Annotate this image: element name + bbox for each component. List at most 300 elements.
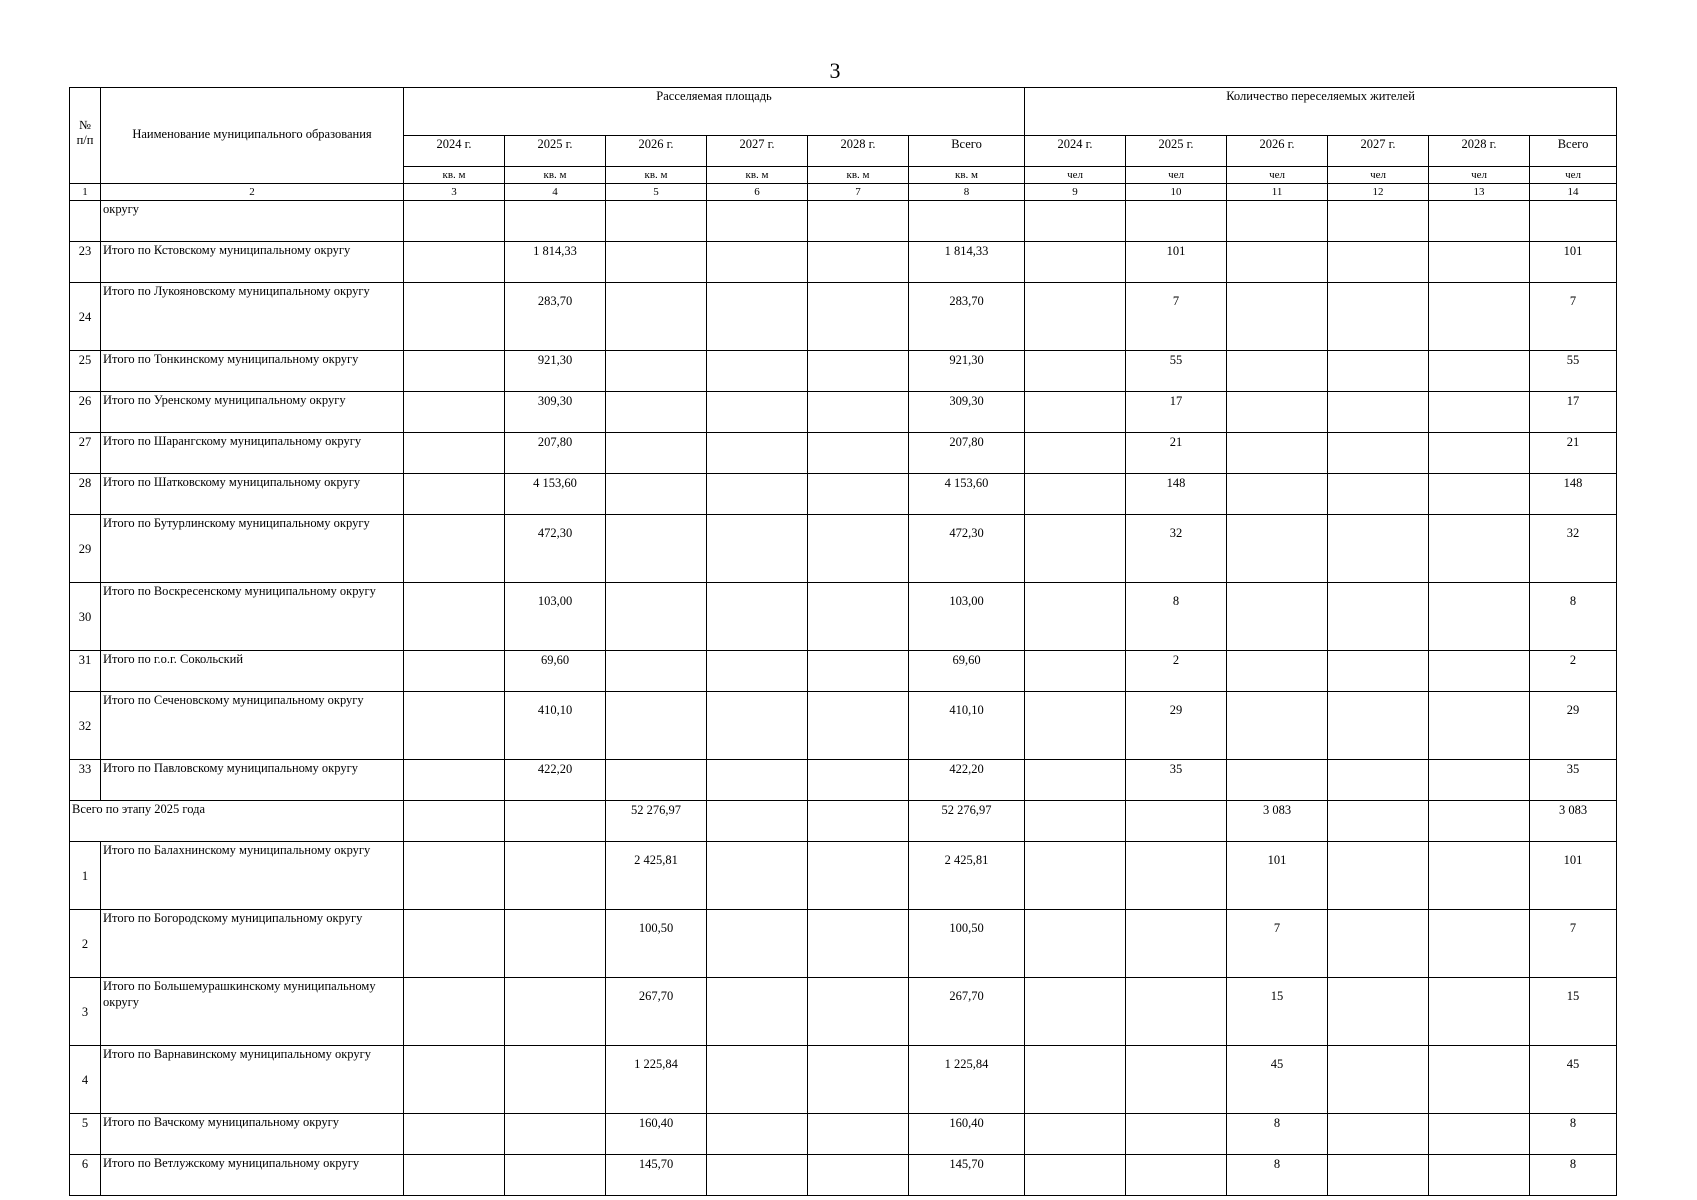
area-value-cell: [404, 283, 505, 351]
people-value-cell: 8: [1530, 583, 1617, 651]
people-value-cell: 101: [1227, 842, 1328, 910]
table-row: [70, 583, 1617, 651]
people-value-cell: [1429, 692, 1530, 760]
people-value-cell: 17: [1530, 392, 1617, 433]
area-value-cell: [606, 583, 707, 651]
header-area-unit: кв. м: [808, 167, 909, 184]
area-value-cell: 921,30: [909, 351, 1025, 392]
area-value-cell: [808, 242, 909, 283]
people-value-cell: 8: [1530, 1114, 1617, 1155]
table-row: [70, 1155, 1617, 1196]
area-value-cell: [606, 392, 707, 433]
area-value-cell: [404, 978, 505, 1046]
area-value-cell: [606, 201, 707, 242]
people-value-cell: 3 083: [1530, 801, 1617, 842]
people-value-cell: [1126, 1046, 1227, 1114]
area-value-cell: [707, 433, 808, 474]
area-value-cell: 410,10: [909, 692, 1025, 760]
people-value-cell: [1126, 842, 1227, 910]
people-value-cell: [1227, 433, 1328, 474]
people-value-cell: [1328, 651, 1429, 692]
area-value-cell: 1 225,84: [909, 1046, 1025, 1114]
header-people-total: Всего: [1530, 136, 1617, 167]
column-number: 8: [909, 184, 1025, 201]
table-row: [70, 651, 1617, 692]
area-value-cell: [606, 692, 707, 760]
area-value-cell: [404, 692, 505, 760]
column-number: 1: [70, 184, 101, 201]
header-area-unit: кв. м: [707, 167, 808, 184]
people-value-cell: [1227, 242, 1328, 283]
people-value-cell: [1126, 1155, 1227, 1196]
people-value-cell: [1126, 910, 1227, 978]
area-value-cell: 4 153,60: [505, 474, 606, 515]
area-value-cell: 309,30: [909, 392, 1025, 433]
people-value-cell: [1328, 1114, 1429, 1155]
column-number: 9: [1025, 184, 1126, 201]
people-value-cell: [1126, 978, 1227, 1046]
people-value-cell: 3 083: [1227, 801, 1328, 842]
municipality-name: Итого по Балахнинскому муниципальному округу: [101, 842, 404, 910]
row-number: 1: [70, 842, 101, 910]
people-value-cell: [1227, 583, 1328, 651]
table-row: [70, 842, 1617, 910]
area-value-cell: 1 814,33: [505, 242, 606, 283]
table-row: [70, 351, 1617, 392]
people-value-cell: [1429, 801, 1530, 842]
area-value-cell: [707, 978, 808, 1046]
area-value-cell: 2 425,81: [606, 842, 707, 910]
row-number: 24: [70, 283, 101, 351]
area-value-cell: [707, 801, 808, 842]
people-value-cell: [1025, 351, 1126, 392]
people-value-cell: [1328, 201, 1429, 242]
header-area-year: 2027 г.: [707, 136, 808, 167]
table-row: [70, 760, 1617, 801]
people-value-cell: 35: [1530, 760, 1617, 801]
people-value-cell: [1429, 651, 1530, 692]
row-number: 32: [70, 692, 101, 760]
area-value-cell: [707, 515, 808, 583]
area-value-cell: 422,20: [505, 760, 606, 801]
people-value-cell: [1025, 242, 1126, 283]
people-value-cell: [1328, 283, 1429, 351]
header-people-unit: чел: [1025, 167, 1126, 184]
people-value-cell: [1530, 201, 1617, 242]
people-value-cell: 2: [1530, 651, 1617, 692]
table-row: [70, 1046, 1617, 1114]
area-value-cell: [808, 515, 909, 583]
area-value-cell: 100,50: [909, 910, 1025, 978]
people-value-cell: [1328, 392, 1429, 433]
area-value-cell: [505, 910, 606, 978]
area-value-cell: [606, 433, 707, 474]
municipality-name: Итого по Вачскому муниципальному округу: [101, 1114, 404, 1155]
area-value-cell: 472,30: [505, 515, 606, 583]
area-value-cell: [404, 351, 505, 392]
header-area-year: 2026 г.: [606, 136, 707, 167]
row-number: 23: [70, 242, 101, 283]
people-value-cell: 55: [1126, 351, 1227, 392]
people-value-cell: 29: [1530, 692, 1617, 760]
area-value-cell: 4 153,60: [909, 474, 1025, 515]
people-value-cell: 8: [1227, 1155, 1328, 1196]
municipality-name: Итого по Большемурашкинскому муниципальному округу: [101, 978, 404, 1046]
municipality-name: Итого по Сеченовскому муниципальному округу: [101, 692, 404, 760]
municipality-name: Итого по Уренскому муниципальному округу: [101, 392, 404, 433]
row-number: [70, 201, 101, 242]
people-value-cell: [1025, 392, 1126, 433]
area-value-cell: [404, 433, 505, 474]
area-value-cell: 267,70: [909, 978, 1025, 1046]
area-value-cell: [808, 351, 909, 392]
area-value-cell: 160,40: [606, 1114, 707, 1155]
area-value-cell: [404, 760, 505, 801]
area-value-cell: [404, 515, 505, 583]
header-people-unit: чел: [1328, 167, 1429, 184]
people-value-cell: [1025, 1155, 1126, 1196]
area-value-cell: [808, 801, 909, 842]
area-value-cell: [404, 651, 505, 692]
people-value-cell: [1429, 351, 1530, 392]
row-number: 33: [70, 760, 101, 801]
area-value-cell: [808, 910, 909, 978]
area-value-cell: [404, 1155, 505, 1196]
header-people-year: 2027 г.: [1328, 136, 1429, 167]
people-value-cell: 32: [1126, 515, 1227, 583]
people-value-cell: 7: [1530, 910, 1617, 978]
area-value-cell: [707, 692, 808, 760]
header-people-unit: чел: [1429, 167, 1530, 184]
municipality-name: округу: [101, 201, 404, 242]
column-number: 10: [1126, 184, 1227, 201]
municipality-name: Итого по Богородскому муниципальному округу: [101, 910, 404, 978]
area-value-cell: 145,70: [606, 1155, 707, 1196]
row-number: 25: [70, 351, 101, 392]
people-value-cell: [1227, 692, 1328, 760]
area-value-cell: 145,70: [909, 1155, 1025, 1196]
people-value-cell: 7: [1227, 910, 1328, 978]
table-row: [70, 515, 1617, 583]
area-value-cell: [707, 1114, 808, 1155]
row-number: 26: [70, 392, 101, 433]
area-value-cell: [707, 1155, 808, 1196]
area-value-cell: [707, 583, 808, 651]
municipality-name: Итого по Шарангскому муниципальному округу: [101, 433, 404, 474]
area-value-cell: [808, 1046, 909, 1114]
area-value-cell: 283,70: [505, 283, 606, 351]
column-number: 6: [707, 184, 808, 201]
people-value-cell: 8: [1530, 1155, 1617, 1196]
area-value-cell: [505, 1155, 606, 1196]
header-area-year: 2028 г.: [808, 136, 909, 167]
header-people-unit: чел: [1530, 167, 1617, 184]
people-value-cell: [1126, 1114, 1227, 1155]
people-value-cell: [1429, 1114, 1530, 1155]
people-value-cell: [1429, 1046, 1530, 1114]
header-area-year: 2024 г.: [404, 136, 505, 167]
people-value-cell: [1328, 801, 1429, 842]
column-number: 12: [1328, 184, 1429, 201]
people-value-cell: 32: [1530, 515, 1617, 583]
header-area-unit: кв. м: [404, 167, 505, 184]
area-value-cell: 309,30: [505, 392, 606, 433]
people-value-cell: [1429, 242, 1530, 283]
row-number: 31: [70, 651, 101, 692]
area-value-cell: [808, 692, 909, 760]
people-value-cell: 8: [1227, 1114, 1328, 1155]
people-value-cell: 148: [1530, 474, 1617, 515]
area-value-cell: 472,30: [909, 515, 1025, 583]
header-people-year: 2025 г.: [1126, 136, 1227, 167]
people-value-cell: [1025, 978, 1126, 1046]
area-value-cell: [707, 351, 808, 392]
header-row-column-numbers: [70, 184, 1617, 201]
area-value-cell: [404, 583, 505, 651]
area-value-cell: [606, 351, 707, 392]
people-value-cell: [1025, 433, 1126, 474]
people-value-cell: [1025, 474, 1126, 515]
people-value-cell: [1227, 474, 1328, 515]
people-value-cell: [1025, 1046, 1126, 1114]
area-value-cell: [707, 283, 808, 351]
area-value-cell: [606, 242, 707, 283]
people-value-cell: [1328, 760, 1429, 801]
row-number: 3: [70, 978, 101, 1046]
row-number: 27: [70, 433, 101, 474]
people-value-cell: 45: [1530, 1046, 1617, 1114]
header-area-unit: кв. м: [505, 167, 606, 184]
people-value-cell: [1429, 842, 1530, 910]
row-number: 30: [70, 583, 101, 651]
people-value-cell: [1227, 351, 1328, 392]
area-value-cell: [404, 842, 505, 910]
people-value-cell: 7: [1126, 283, 1227, 351]
column-number: 14: [1530, 184, 1617, 201]
people-value-cell: [1025, 583, 1126, 651]
people-value-cell: 148: [1126, 474, 1227, 515]
area-value-cell: [505, 801, 606, 842]
area-value-cell: 69,60: [505, 651, 606, 692]
people-value-cell: 29: [1126, 692, 1227, 760]
area-value-cell: [808, 583, 909, 651]
area-value-cell: 2 425,81: [909, 842, 1025, 910]
people-value-cell: [1328, 1046, 1429, 1114]
area-value-cell: [707, 201, 808, 242]
area-value-cell: 160,40: [909, 1114, 1025, 1155]
header-people-year: 2024 г.: [1025, 136, 1126, 167]
people-value-cell: 15: [1530, 978, 1617, 1046]
area-value-cell: [808, 283, 909, 351]
area-value-cell: [404, 242, 505, 283]
header-people-unit: чел: [1126, 167, 1227, 184]
area-value-cell: [707, 842, 808, 910]
area-value-cell: [404, 801, 505, 842]
municipality-name: Итого по Тонкинскому муниципальному округу: [101, 351, 404, 392]
people-value-cell: [1429, 1155, 1530, 1196]
area-value-cell: [606, 283, 707, 351]
people-value-cell: 21: [1126, 433, 1227, 474]
people-value-cell: [1429, 515, 1530, 583]
people-value-cell: [1025, 760, 1126, 801]
people-value-cell: [1429, 392, 1530, 433]
header-area-unit: кв. м: [606, 167, 707, 184]
people-value-cell: 101: [1530, 242, 1617, 283]
area-value-cell: [808, 1155, 909, 1196]
area-value-cell: [505, 842, 606, 910]
area-value-cell: 1 814,33: [909, 242, 1025, 283]
column-number: 5: [606, 184, 707, 201]
people-value-cell: [1328, 474, 1429, 515]
municipality-name: Итого по Павловскому муниципальному округу: [101, 760, 404, 801]
area-value-cell: [808, 842, 909, 910]
table-row: [70, 474, 1617, 515]
people-value-cell: 8: [1126, 583, 1227, 651]
page-number: 3: [829, 58, 841, 83]
people-value-cell: [1126, 801, 1227, 842]
people-value-cell: 17: [1126, 392, 1227, 433]
area-value-cell: [808, 760, 909, 801]
stage-total-label: Всего по этапу 2025 года: [70, 801, 404, 842]
people-value-cell: [1025, 801, 1126, 842]
people-value-cell: 7: [1530, 283, 1617, 351]
people-value-cell: [1227, 651, 1328, 692]
area-value-cell: 267,70: [606, 978, 707, 1046]
people-value-cell: 21: [1530, 433, 1617, 474]
column-number: 7: [808, 184, 909, 201]
area-value-cell: [505, 1046, 606, 1114]
table-row: [70, 392, 1617, 433]
people-value-cell: [1429, 433, 1530, 474]
header-people-group: Количество переселяемых жителей: [1025, 88, 1617, 136]
area-value-cell: [909, 201, 1025, 242]
area-value-cell: 52 276,97: [909, 801, 1025, 842]
people-value-cell: [1025, 283, 1126, 351]
area-value-cell: [404, 474, 505, 515]
people-value-cell: [1126, 201, 1227, 242]
area-value-cell: [707, 1046, 808, 1114]
area-value-cell: [808, 978, 909, 1046]
area-value-cell: [808, 201, 909, 242]
table-row: [70, 201, 1617, 242]
people-value-cell: [1328, 978, 1429, 1046]
header-area-unit: кв. м: [909, 167, 1025, 184]
people-value-cell: [1025, 1114, 1126, 1155]
table-row: [70, 978, 1617, 1046]
people-value-cell: [1429, 474, 1530, 515]
column-number: 4: [505, 184, 606, 201]
people-value-cell: [1025, 910, 1126, 978]
municipality-name: Итого по Воскресенскому муниципальному округу: [101, 583, 404, 651]
column-number: 3: [404, 184, 505, 201]
people-value-cell: [1025, 515, 1126, 583]
area-value-cell: [808, 1114, 909, 1155]
people-value-cell: 101: [1126, 242, 1227, 283]
area-value-cell: [606, 474, 707, 515]
area-value-cell: [404, 1114, 505, 1155]
area-value-cell: [505, 1114, 606, 1155]
header-people-unit: чел: [1227, 167, 1328, 184]
area-value-cell: [404, 392, 505, 433]
area-value-cell: [808, 474, 909, 515]
area-value-cell: [606, 760, 707, 801]
area-value-cell: [606, 515, 707, 583]
header-area-year: 2025 г.: [505, 136, 606, 167]
area-value-cell: 69,60: [909, 651, 1025, 692]
column-number: 11: [1227, 184, 1328, 201]
area-value-cell: 103,00: [505, 583, 606, 651]
people-value-cell: [1227, 515, 1328, 583]
municipality-name: Итого по Ветлужскому муниципальному округу: [101, 1155, 404, 1196]
table-row: [70, 242, 1617, 283]
people-value-cell: [1328, 842, 1429, 910]
area-value-cell: [404, 201, 505, 242]
area-value-cell: [808, 392, 909, 433]
header-num: № п/п: [70, 88, 101, 184]
area-value-cell: [707, 392, 808, 433]
people-value-cell: [1227, 392, 1328, 433]
area-value-cell: 283,70: [909, 283, 1025, 351]
people-value-cell: 15: [1227, 978, 1328, 1046]
header-row-groups: [70, 88, 1617, 136]
people-value-cell: [1328, 1155, 1429, 1196]
header-area-total: Всего: [909, 136, 1025, 167]
area-value-cell: [707, 760, 808, 801]
table-body: [70, 201, 1617, 1196]
area-value-cell: [707, 242, 808, 283]
area-value-cell: [707, 910, 808, 978]
people-value-cell: [1025, 692, 1126, 760]
people-value-cell: [1328, 433, 1429, 474]
people-value-cell: [1227, 201, 1328, 242]
people-value-cell: [1429, 283, 1530, 351]
area-value-cell: [404, 1046, 505, 1114]
area-value-cell: [707, 651, 808, 692]
people-value-cell: 35: [1126, 760, 1227, 801]
people-value-cell: [1328, 515, 1429, 583]
table-row: [70, 283, 1617, 351]
municipality-name: Итого по Шатковскому муниципальному округу: [101, 474, 404, 515]
resettlement-table: [69, 87, 1617, 1196]
row-number: 5: [70, 1114, 101, 1155]
area-value-cell: 410,10: [505, 692, 606, 760]
people-value-cell: [1429, 910, 1530, 978]
area-value-cell: 1 225,84: [606, 1046, 707, 1114]
table-row: [70, 1114, 1617, 1155]
area-value-cell: [808, 651, 909, 692]
row-number: 2: [70, 910, 101, 978]
people-value-cell: [1429, 760, 1530, 801]
table-row: [70, 433, 1617, 474]
people-value-cell: [1429, 201, 1530, 242]
table-row: [70, 910, 1617, 978]
area-value-cell: [505, 978, 606, 1046]
people-value-cell: 101: [1530, 842, 1617, 910]
municipality-name: Итого по Варнавинскому муниципальному округу: [101, 1046, 404, 1114]
people-value-cell: [1328, 351, 1429, 392]
people-value-cell: [1227, 760, 1328, 801]
column-number: 2: [101, 184, 404, 201]
row-number: 29: [70, 515, 101, 583]
area-value-cell: 207,80: [909, 433, 1025, 474]
area-value-cell: 100,50: [606, 910, 707, 978]
row-number: 28: [70, 474, 101, 515]
people-value-cell: 45: [1227, 1046, 1328, 1114]
municipality-name: Итого по Кстовскому муниципальному округу: [101, 242, 404, 283]
area-value-cell: 422,20: [909, 760, 1025, 801]
people-value-cell: [1328, 910, 1429, 978]
people-value-cell: [1328, 692, 1429, 760]
